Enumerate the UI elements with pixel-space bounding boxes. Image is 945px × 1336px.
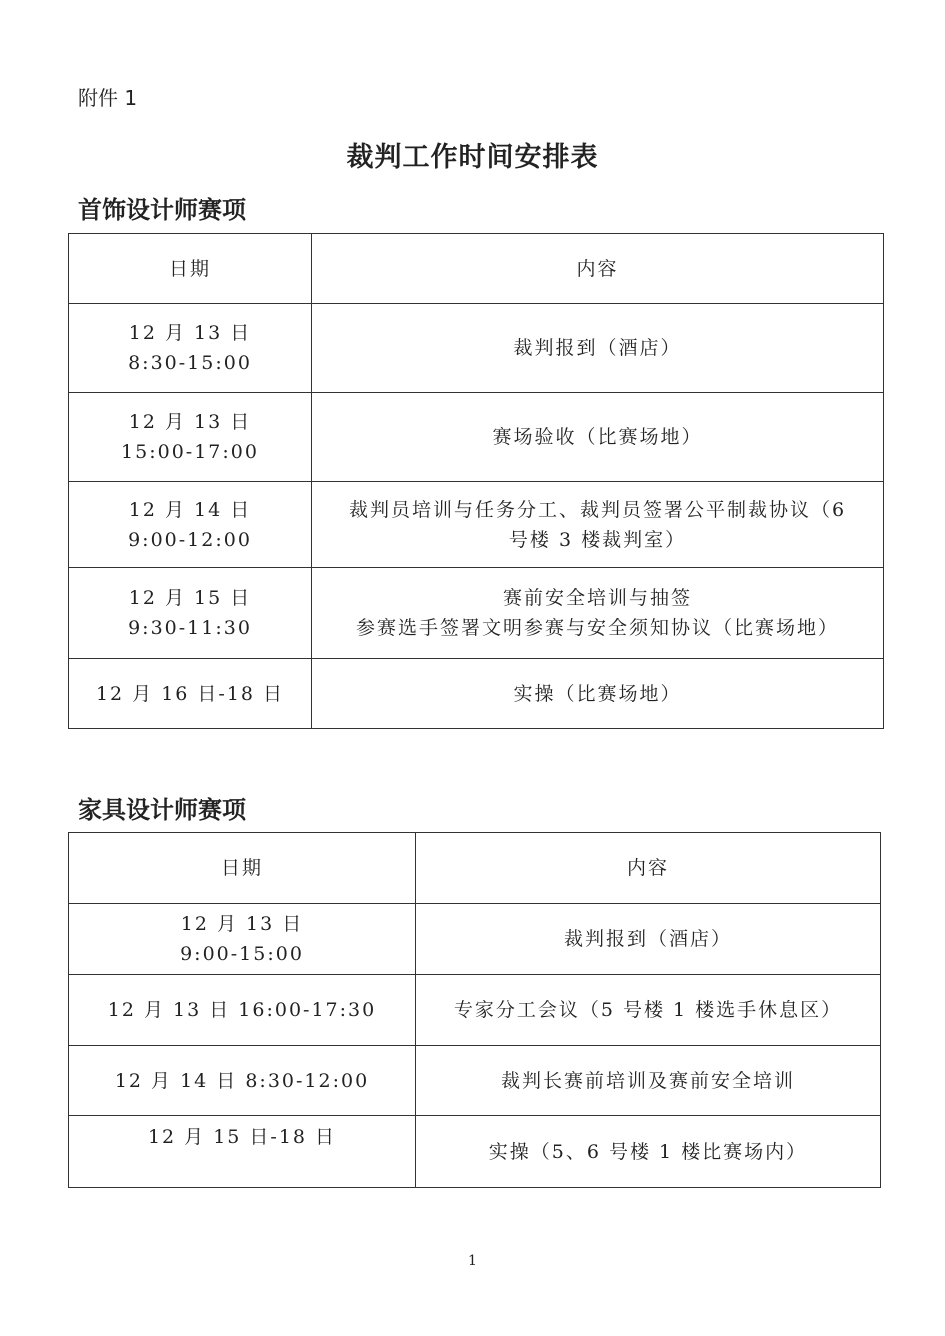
document-title: 裁判工作时间安排表 [346,142,599,173]
header-content: 内容 [312,234,884,304]
schedule-table-furniture [68,832,881,1188]
table-row [69,1046,881,1116]
content-line: 裁判员培训与任务分工、裁判员签署公平制裁协议（6 [348,498,847,521]
content-cell [312,482,884,568]
date-cell [69,1046,416,1116]
date-cell [69,1116,416,1188]
date-cell [69,659,312,729]
content-line: 号楼 3 楼裁判室） [508,528,687,551]
content-line: 裁判报到（酒店） [513,337,682,359]
header-date: 日期 [69,234,312,304]
date-line: 12 月 15 日 [128,587,252,609]
content-line: 实操（5、6 号楼 1 楼比赛场内） [488,1140,808,1163]
content-line: 裁判报到（酒店） [563,928,732,950]
table-header-row [69,833,881,904]
content-line: 实操（比赛场地） [513,682,682,705]
content-line: 专家分工会议（5 号楼 1 楼选手休息区） [453,999,843,1021]
date-line: 12 月 16 日-18 日 [95,682,285,705]
content-cell [416,904,881,975]
date-cell [69,304,312,393]
section-title-furniture: 家具设计师赛项 [78,796,246,824]
table-row [69,393,884,482]
table-row [69,904,881,975]
content-cell [416,1046,881,1116]
time-line: 9:30-11:30 [128,617,252,639]
content-line: 裁判长赛前培训及赛前安全培训 [500,1069,795,1092]
date-line: 12 月 14 日 8:30-12:00 [114,1069,370,1092]
table-row [69,304,884,393]
content-cell [312,393,884,482]
content-cell [312,304,884,393]
date-cell [69,904,416,975]
header-content: 内容 [416,833,881,904]
page-number: 1 [468,1253,477,1269]
header-date: 日期 [69,833,416,904]
table-row [69,568,884,659]
table-row [69,659,884,729]
date-line: 12 月 15 日-18 日 [147,1126,337,1148]
date-line: 12 月 13 日 [128,322,252,344]
section-title-jewelry: 首饰设计师赛项 [78,196,246,224]
time-line: 9:00-15:00 [180,943,304,965]
table-header-row [69,234,884,304]
content-line: 赛前安全培训与抽签 [502,587,692,609]
date-line: 12 月 14 日 [128,498,252,521]
content-line: 赛场验收（比赛场地） [492,426,703,448]
table-row [69,975,881,1046]
attachment-label: 附件 1 [78,86,138,110]
content-cell [416,975,881,1046]
date-line: 12 月 13 日 [128,411,252,433]
schedule-table-jewelry [68,233,884,729]
time-line: 15:00-17:00 [121,441,259,463]
content-cell [416,1116,881,1188]
date-cell [69,482,312,568]
time-line: 8:30-15:00 [128,352,252,374]
content-line: 参赛选手签署文明参赛与安全须知协议（比赛场地） [355,617,839,639]
table-row [69,482,884,568]
content-cell [312,568,884,659]
table-row [69,1116,881,1188]
date-cell [69,975,416,1046]
date-cell [69,393,312,482]
date-line: 12 月 13 日 16:00-17:30 [107,999,377,1021]
content-cell [312,659,884,729]
date-cell [69,568,312,659]
date-line: 12 月 13 日 [180,913,304,935]
time-line: 9:00-12:00 [128,528,252,551]
